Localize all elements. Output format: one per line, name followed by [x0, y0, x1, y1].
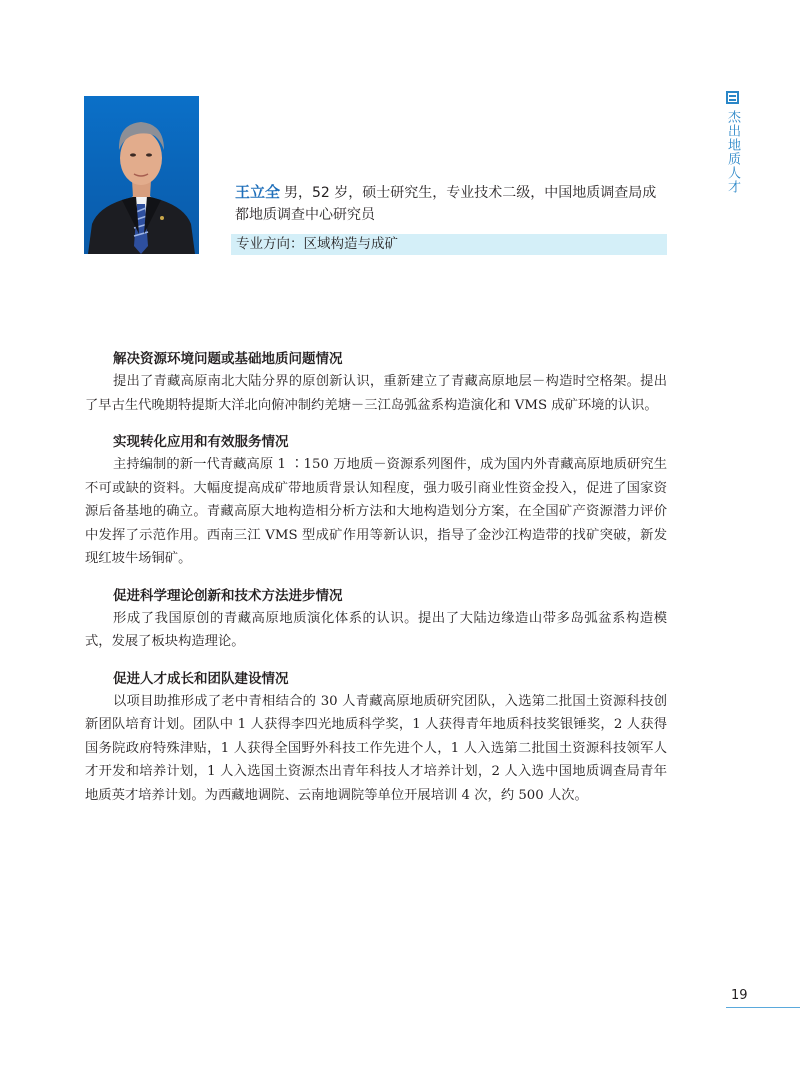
section-paragraph: 形成了我国原创的青藏高原地质演化体系的认识。提出了大陆边缘造山带多岛弧盆系构造模式，发展了板块构造理论。 [85, 610, 667, 649]
profile-intro [235, 181, 667, 226]
book-icon [726, 91, 739, 104]
section-talent-team [85, 668, 667, 808]
section-paragraph: 提出了青藏高原南北大陆分界的原创新认识，重新建立了青藏高原地层－构造时空格架。提出了早古生代晚期特提斯大洋北向俯冲制约羌塘－三江岛弧盆系构造演化和 VMS 成矿环境的认识。 [85, 374, 667, 413]
section-tab [724, 91, 740, 194]
footer-rule [726, 1007, 800, 1008]
section-tab-label: 杰出地质人才 [725, 110, 740, 194]
section-heading: 实现转化应用和有效服务情况 [113, 434, 289, 450]
section-resource-environment [85, 348, 667, 417]
section-application-service [85, 431, 667, 571]
section-theory-innovation [85, 585, 667, 654]
section-paragraph: 主持编制的新一代青藏高原 1 ∶150 万地质－资源系列图件，成为国内外青藏高原地质研究生不可或缺的资料。大幅度提高成矿带地质背景认知程度，强力吸引商业性资金投入，促进了国家资源后备基地的确立。青藏高原大地构造相分析方法和大地构造划分方案，在全国矿产资源潜力评价中发挥了示范作用。西南三江 VMS 型成矿作用等新认识，指导了金沙江构造带的找矿突破，新发现红坡牛场铜矿。 [85, 457, 667, 566]
section-heading: 促进人才成长和团队建设情况 [113, 670, 289, 687]
section-heading: 促进科学理论创新和技术方法进步情况 [113, 587, 343, 604]
section-paragraph: 以项目助推形成了老中青相结合的 30 人青藏高原地质研究团队，入选第二批国土资源科技创新团队培育计划。团队中 1 人获得李四光地质科学奖，1 人获得青年地质科技奖银锤奖，2 人获得国务院政府特殊津贴，1 人获得全国野外科技工作先进个人，1 人入选第二批国土资源科技领军人才开发和培养计划，1 人入选国土资源杰出青年科技人才培养计划，2 人入选中国地质调查局青年地质英才培养计划。为西藏地调院、云南地调院等单位开展培训 4 次，约 500 人次。 [85, 693, 667, 803]
portrait-photo [84, 96, 199, 254]
person-description: 男，52 岁，硕士研究生，专业技术二级，中国地质调查局成都地质调查中心研究员 [235, 185, 657, 223]
section-heading: 解决资源环境问题或基础地质问题情况 [113, 351, 343, 367]
page-number: 19 [731, 988, 748, 1003]
person-name: 王立全 [235, 183, 281, 201]
main-content [85, 348, 667, 821]
research-field-bar: 专业方向：区域构造与成矿 [231, 234, 667, 255]
